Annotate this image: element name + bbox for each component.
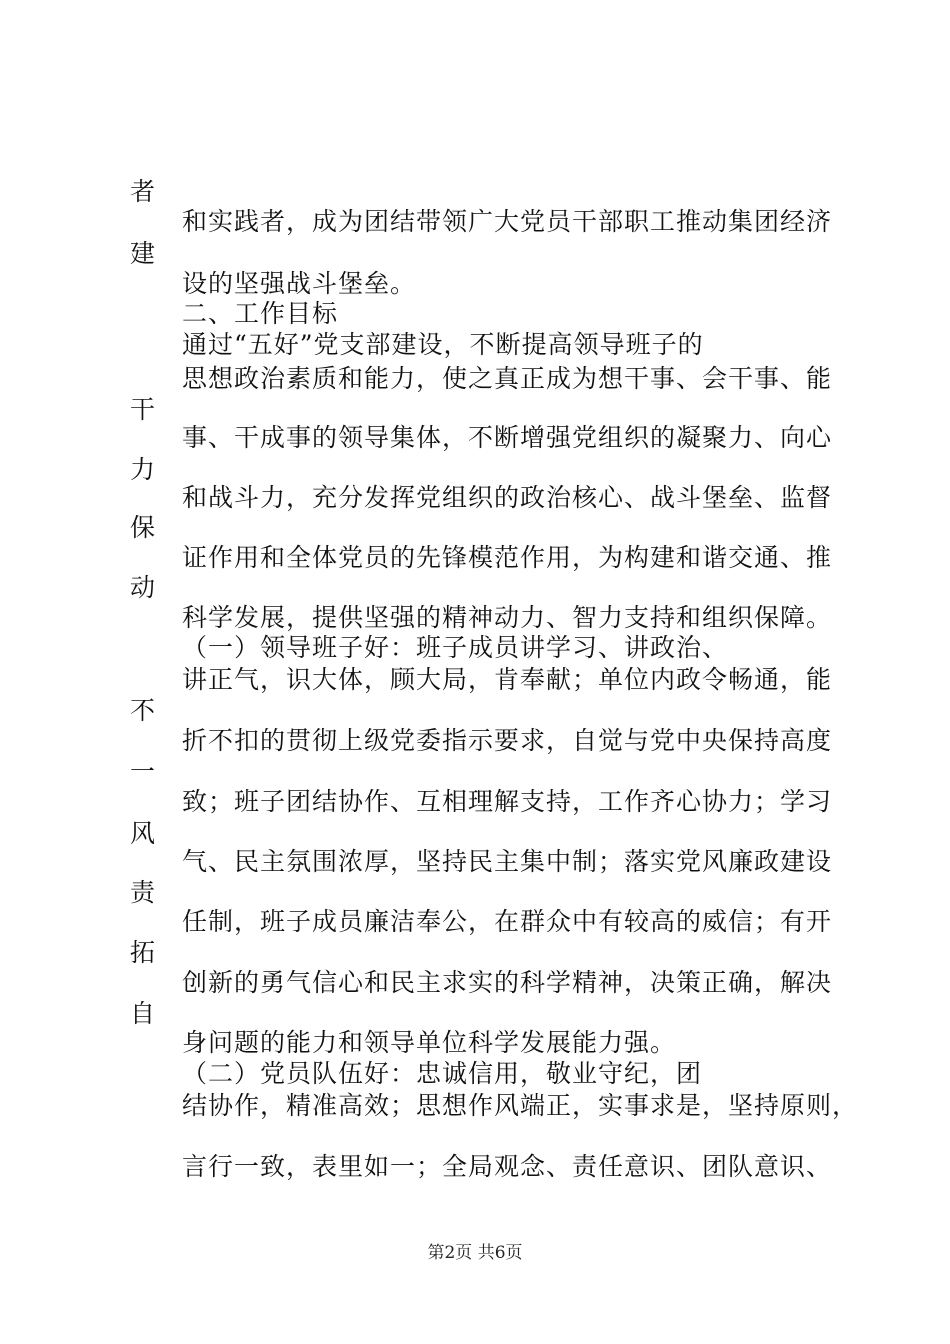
subsection-heading: （一）领导班子好：班子成员讲学习、讲政治、: [182, 633, 729, 662]
section-heading: 二、工作目标: [182, 299, 339, 328]
body-line: 和战斗力，充分发挥党组织的政治核心、战斗堡垒、监督: [182, 483, 833, 512]
page-total: 共6页: [477, 1243, 523, 1263]
body-line: 结协作，精准高效；思想作风端正，实事求是，坚持原则，: [182, 1091, 859, 1120]
margin-char: 建: [130, 239, 156, 268]
page-number: 第2页: [427, 1243, 473, 1263]
margin-char: 力: [130, 455, 156, 484]
margin-char: 自: [130, 999, 156, 1028]
margin-char: 不: [130, 696, 156, 725]
margin-char: 动: [130, 573, 156, 602]
body-line: 思想政治素质和能力，使之真正成为想干事、会干事、能: [182, 364, 833, 393]
margin-char: 拓: [130, 938, 156, 967]
body-line: 和实践者，成为团结带领广大党员干部职工推动集团经济: [182, 207, 833, 236]
margin-char: 一: [130, 757, 156, 786]
subsection-heading: （二）党员队伍好：忠诚信用，敬业守纪，团: [182, 1059, 703, 1088]
body-line: 讲正气，识大体，顾大局，肯奉献；单位内政令畅通，能: [182, 665, 833, 694]
body-line: 身问题的能力和领导单位科学发展能力强。: [182, 1028, 677, 1057]
body-line: 事、干成事的领导集体，不断增强党组织的凝聚力、向心: [182, 423, 833, 452]
body-line: 科学发展，提供坚强的精神动力、智力支持和组织保障。: [182, 603, 833, 632]
body-line: 设的坚强战斗堡垒。: [182, 269, 417, 298]
margin-char: 保: [130, 513, 156, 542]
margin-char: 者: [130, 177, 156, 206]
body-line: 折不扣的贯彻上级党委指示要求，自觉与党中央保持高度: [182, 726, 833, 755]
body-line: 通过“五好”党支部建设，不断提高领导班子的: [182, 330, 704, 359]
body-line: 创新的勇气信心和民主求实的科学精神，决策正确，解决: [182, 968, 833, 997]
body-line: 证作用和全体党员的先锋模范作用，为构建和谐交通、推: [182, 543, 833, 572]
page-footer: [0, 1242, 950, 1264]
body-line: 气、民主氛围浓厚，坚持民主集中制；落实党风廉政建设: [182, 847, 833, 876]
margin-char: 干: [130, 395, 156, 424]
body-line: 任制，班子成员廉洁奉公，在群众中有较高的威信；有开: [182, 907, 833, 936]
body-line: 致；班子团结协作、互相理解支持，工作齐心协力；学习: [182, 787, 833, 816]
body-line: 言行一致，表里如一；全局观念、责任意识、团队意识、: [182, 1152, 833, 1181]
margin-char: 风: [130, 819, 156, 848]
margin-char: 责: [130, 878, 156, 907]
